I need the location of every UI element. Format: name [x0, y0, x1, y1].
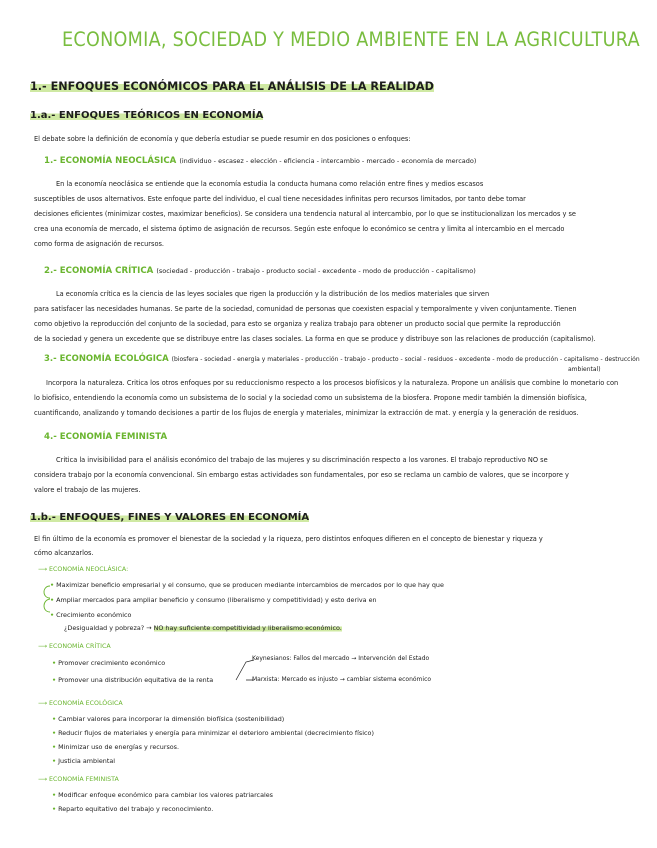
arrow-right-icon: ⟶: [38, 776, 48, 783]
critica-line: como objetivo la reproducción del conjunto de la sociedad, para esto se organiza y realiza trabajo para obtener un producto social que permite la reproducción: [34, 320, 561, 328]
feminista-line: valore el trabajo de las mujeres.: [34, 486, 141, 494]
critica-line: de la sociedad y genera un excedente que se distribuye entre las clases sociales. La forma en que se produce y distribuye son las relaciones de producción (capitalismo).: [34, 335, 596, 343]
feminista-line: Critica la invisibilidad para el análisis económico del trabajo de las mujeres y su discriminación respecto a los varones. El trabajo reproductivo NO se: [56, 456, 548, 464]
sb-neoclasica-question: ¿Desigualdad y pobreza? → NO hay suficiente competitividad y liberalismo económico.: [64, 624, 342, 632]
bullet-icon: •: [50, 611, 55, 619]
sb-feminista-label: ⟶ ECONOMÍA FEMINISTA: [38, 776, 119, 783]
neoclasica-heading: 1.- ECONOMÍA NEOCLÁSICA (individuo - escasez - elección - eficiencia - intercambio - mercado - economía de mercado): [44, 156, 477, 166]
neoclasica-line: crea una economía de mercado, el sistema óptimo de asignación de recursos. Según este enfoque lo económico se centra y limita al intercambio en el mercado: [34, 225, 565, 233]
bullet-icon: •: [52, 805, 57, 813]
sb-ecologica-item: • Cambiar valores para incorporar la dimensión biofísica (sostenibilidad): [52, 715, 285, 723]
ecologica-note-continuation: ambiental): [568, 366, 601, 373]
sb-critica-label: ⟶ ECONOMÍA CRÍTICA: [38, 643, 111, 650]
section-1a-intro: El debate sobre la definición de economía y que debería estudiar se puede resumir en dos posiciones o enfoques:: [34, 135, 411, 143]
sb-critica-keynes: Keynesianos: Fallos del mercado → Intervención del Estado: [252, 655, 430, 662]
feminista-heading: 4.- ECONOMÍA FEMINISTA: [44, 432, 168, 442]
bullet-icon: •: [52, 659, 57, 667]
bullet-icon: •: [50, 581, 55, 589]
section-1b-intro: El fin último de la economía es promover el bienestar de la sociedad y la riqueza, pero distintos enfoques difieren en el concepto de bienestar y riqueza y: [34, 535, 543, 543]
section-1b-heading: 1.b.- ENFOQUES, FINES Y VALORES EN ECONOMÍA: [30, 512, 310, 523]
neoclasica-line: como forma de asignación de recursos.: [34, 240, 165, 248]
bullet-icon: •: [52, 757, 57, 765]
arrow-right-icon: →: [146, 624, 152, 632]
sb-critica-item: • Promover crecimiento económico: [52, 659, 166, 667]
neoclasica-line: En la economía neoclásica se entiende que la economía estudia la conducta humana como relación entre fines y medios escasos: [56, 180, 484, 188]
critica-heading: 2.- ECONOMÍA CRÍTICA (sociedad - producción - trabajo - producto social - excedente - modo de producción - capitalismo): [44, 266, 476, 276]
bullet-icon: •: [52, 676, 57, 684]
sb-neoclasica-item: • Crecimiento económico: [50, 611, 132, 619]
page-title: ECONOMIA, SOCIEDAD Y MEDIO AMBIENTE EN LA AGRICULTURA: [62, 28, 640, 51]
arrow-right-icon: ⟶: [38, 566, 48, 573]
section-1a-heading: 1.a.- ENFOQUES TEÓRICOS EN ECONOMÍA: [30, 110, 264, 121]
sb-neoclasica-item: • Maximizar beneficio empresarial y el consumo, que se producen mediante intercambios de mercados por lo que hay que: [50, 581, 444, 589]
bullet-icon: •: [52, 715, 57, 723]
section-1-heading: 1.- ENFOQUES ECONÓMICOS PARA EL ANÁLISIS DE LA REALIDAD: [30, 80, 434, 93]
sb-feminista-item: • Modificar enfoque económico para cambiar los valores patriarcales: [52, 791, 274, 799]
sb-critica-item: • Promover una distribución equitativa de la renta: [52, 676, 214, 684]
critica-line: para satisfacer las necesidades humanas. Se parte de la sociedad, comunidad de personas que coexisten espacial y temporalmente y viven conjuntamente. Tienen: [34, 305, 577, 313]
sb-ecologica-label: ⟶ ECONOMÍA ECOLÓGICA: [38, 700, 123, 707]
sb-ecologica-item: • Minimizar uso de energías y recursos.: [52, 743, 180, 751]
bullet-icon: •: [52, 729, 57, 737]
ecologica-line: lo biofísico, entendiendo la economía como un subsistema de lo social y la sociedad como un subsistema de la biosfera. Propone medir también la dimensión biofísica,: [34, 394, 587, 402]
neoclasica-line: susceptibles de usos alternativos. Este enfoque parte del individuo, el cual tiene necesidades infinitas pero recursos limitados, por tanto debe tomar: [34, 195, 526, 203]
arrow-right-icon: ⟶: [38, 700, 48, 707]
feminista-line: considera trabajo por la economía convencional. Sin embargo estas actividades son fundamentales, por eso se reclama un cambio de valores, que se incorpore y: [34, 471, 569, 479]
sb-critica-marx: Marxista: Mercado es injusto → cambiar sistema económico: [252, 676, 432, 683]
sb-ecologica-item: • Reducir flujos de materiales y energía para minimizar el deterioro ambiental (decrecimiento físico): [52, 729, 374, 737]
sb-neoclasica-label: ⟶ ECONOMÍA NEOCLÁSICA:: [38, 566, 129, 573]
critica-line: La economía crítica es la ciencia de las leyes sociales que rigen la producción y la distribución de los medios materiales que sirven: [56, 290, 490, 298]
sb-feminista-item: • Reparto equitativo del trabajo y reconocimiento.: [52, 805, 214, 813]
bullet-icon: •: [52, 791, 57, 799]
ecologica-heading: 3.- ECONOMÍA ECOLÓGICA (biosfera - sociedad - energía y materiales - producción - trabajo - producto - social - residuos - excedente - modo de producción - capitalismo - destrucción: [44, 354, 640, 364]
bullet-icon: •: [52, 743, 57, 751]
sb-neoclasica-item: • Ampliar mercados para ampliar beneficio y consumo (liberalismo y competitividad) y esto deriva en: [50, 596, 377, 604]
bullet-icon: •: [50, 596, 55, 604]
sb-ecologica-item: • Justicia ambiental: [52, 757, 116, 765]
arrow-right-icon: ⟶: [38, 643, 48, 650]
section-1b-intro: cómo alcanzarlos.: [34, 549, 94, 557]
ecologica-line: cuantificando, analizando y tomando decisiones a partir de los flujos de energía y materiales, minimizar la extracción de mat. y energía y la generación de residuos.: [34, 409, 579, 417]
ecologica-line: Incorpora la naturaleza. Critica los otros enfoques por su reduccionismo respecto a los procesos biofísicos y la naturaleza. Propone un análisis que combine lo monetario con: [46, 379, 619, 387]
neoclasica-line: decisiones eficientes (minimizar costes, maximizar beneficios). Se considera una tendencia natural al intercambio, por lo que se institucionalizan los mercados y se: [34, 210, 576, 218]
loop-arrow-icon: [40, 584, 54, 618]
